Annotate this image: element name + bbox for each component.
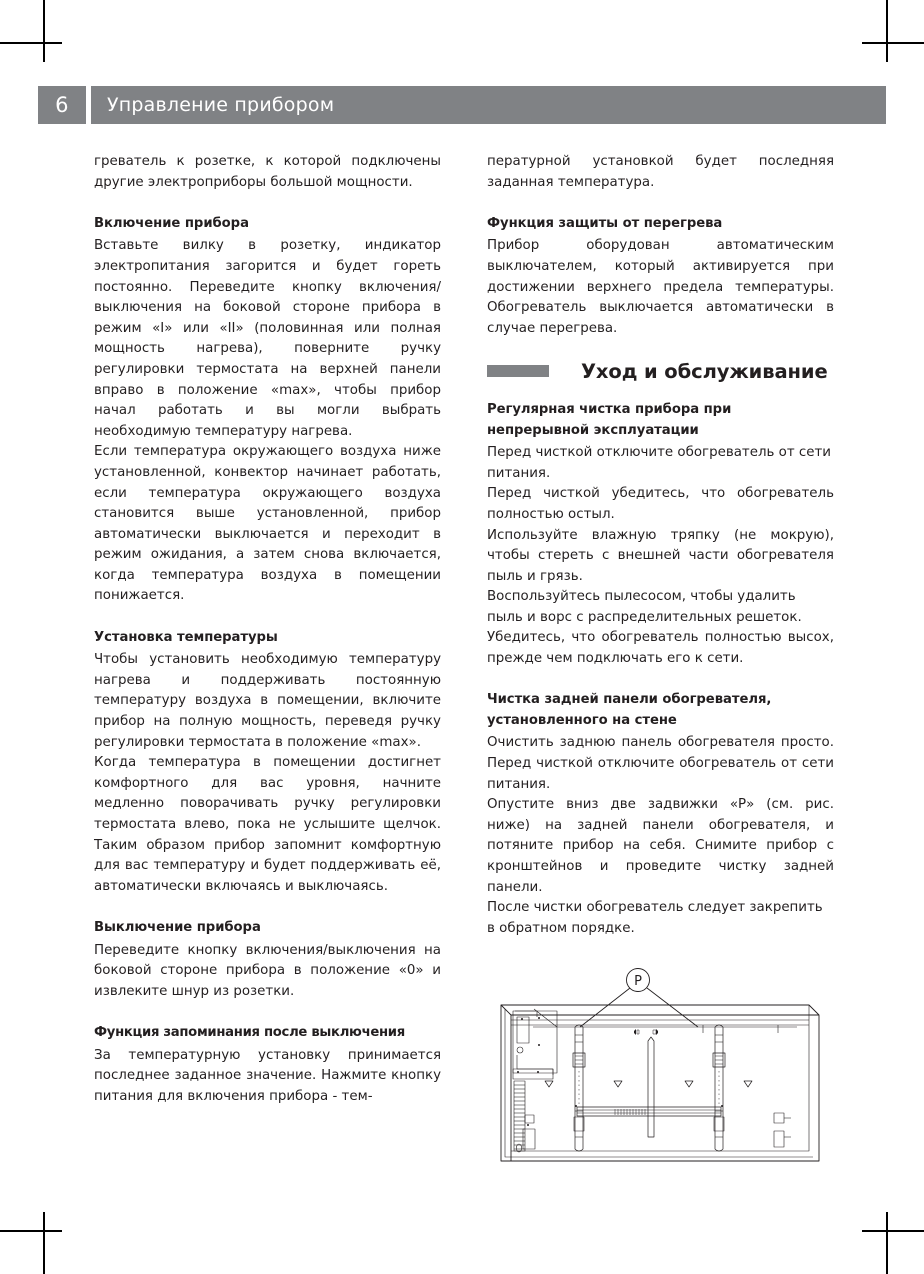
- callout-label-p: P: [634, 974, 642, 990]
- right-column: [487, 152, 834, 1170]
- upper-panel-symbols: [634, 1029, 658, 1035]
- heater-back-panel-drawing: [487, 965, 834, 1170]
- crossbar-dot-right: [721, 1105, 723, 1107]
- left-column: [94, 152, 441, 1170]
- panel-top-bevel: [501, 1005, 819, 1015]
- paragraph: Очистить заднюю панель обогревателя просто. Перед чисткой отключите обогреватель от сети питания.: [487, 735, 834, 792]
- leader-line-right: [647, 988, 698, 1027]
- right-clip-lower: [774, 1131, 784, 1147]
- paragraph: За температурную установку принимается последнее заданное значение. Нажмите кнопку питания для включения прибора - тем-: [94, 1047, 441, 1104]
- latch-rail-left: [575, 1025, 583, 1151]
- leader-line-left: [580, 988, 630, 1027]
- section-heading: Установка температуры: [94, 629, 278, 645]
- terminal-block-screw: [517, 1047, 523, 1053]
- terminal-dot-5: [537, 1071, 539, 1073]
- crop-mark-bottom-left-vertical: [43, 1212, 45, 1274]
- page-number: 6: [55, 93, 69, 117]
- section-marker-swatch: [487, 365, 549, 377]
- paragraph: Вставьте вилку в розетку, индикатор электропитания загорится и будет гореть постоянно. Переведите кнопку включения/выключения на боковой стороне прибора в режим «I» или «II» (половинная или полная мощность нагрева), поверните ручку регулировки термостата на верхней панели вправо в положение «max», чтобы прибор начал работать и вы могли выбрать необходимую температуру нагрева.: [94, 238, 441, 439]
- paragraph: Используйте влажную тряпку (не мокрую), чтобы стереть с внешней части обогревателя пыль и грязь.: [487, 527, 834, 584]
- crop-mark-top-left-horizontal: [0, 42, 62, 44]
- paragraph: Когда температура в помещении достигнет комфортного для вас уровня, начните медленно поворачивать ручку регулировки термостата влево, пока не услышите щелчок. Таким образом прибор запомнит комфортную для вас температуру и будет поддерживать её, автоматически включаясь и выключаясь.: [94, 755, 441, 894]
- section-heading: Регулярная чистка прибора при непрерывной эксплуатации: [487, 401, 732, 438]
- paragraph: Перед чисткой убедитесь, что обогреватель полностью остыл.: [487, 486, 834, 522]
- left-clip-dot: [527, 1124, 529, 1126]
- terminal-dot-1: [521, 1018, 523, 1020]
- terminal-dot-4: [517, 1071, 519, 1073]
- crop-mark-top-right-horizontal: [862, 42, 924, 44]
- page-header-band: [38, 86, 886, 124]
- terminal-block-inner: [517, 1017, 529, 1043]
- latch-rail-right: [715, 1025, 723, 1151]
- terminal-block-base: [513, 1069, 553, 1079]
- crop-mark-top-right-vertical: [886, 0, 888, 62]
- paragraph: пературной установкой будет последняя заданная температура.: [487, 154, 834, 190]
- terminal-dot-3: [538, 1044, 540, 1046]
- left-lower-clip: [525, 1115, 534, 1123]
- mounting-clips: [545, 1081, 752, 1087]
- left-vent-grille: [514, 1081, 525, 1151]
- terminal-dot-2: [538, 1017, 540, 1019]
- right-clip-upper: [774, 1113, 784, 1123]
- paragraph: Прибор оборудован автоматическим выключателем, который активируется при достижении верхнего предела температуры. Обогреватель выключается автоматически в случае перегрева.: [487, 238, 834, 336]
- crossbar-dot-left: [575, 1105, 577, 1107]
- section-heading: Функция защиты от перегрева: [487, 215, 723, 231]
- section-heading: Чистка задней панели обогревателя, установленного на стене: [487, 692, 772, 728]
- cross-bar: [577, 1107, 721, 1116]
- panel-left-shoulder: [515, 1011, 537, 1017]
- terminal-block-bracket: [517, 1055, 553, 1075]
- left-vent-slats: [514, 1085, 525, 1149]
- crop-mark-bottom-right-horizontal: [862, 1230, 924, 1232]
- paragraph: Если температура окружающего воздуха ниже установленной, конвектор начинает работать, если температура окружающего воздуха становится выше установленной, прибор автоматически выключается и переходит в режим ожидания, а затем снова включается, когда температура воздуха в помещении понижается.: [94, 444, 441, 604]
- panel-shoulder-diagonal: [534, 1009, 557, 1027]
- paragraph: После чистки обогреватель следует закрепить в обратном порядке.: [487, 900, 823, 936]
- panel-inner-outline: [505, 1009, 813, 1157]
- latch-foot-left: [574, 1117, 584, 1131]
- crop-mark-bottom-left-horizontal: [0, 1230, 62, 1232]
- crop-mark-top-left-vertical: [43, 0, 45, 62]
- page-title: Управление прибором: [107, 94, 335, 116]
- section-title-care: [487, 360, 834, 383]
- paragraph: Переведите кнопку включения/выключения на боковой стороне прибора в положение «0» и извлеките шнур из розетки.: [94, 942, 441, 999]
- center-spine: [648, 1037, 654, 1137]
- paragraph: Опустите вниз две задвижки «P» (см. рис. ниже) на задней панели обогревателя, и потяните прибор на себя. Снимите прибор с кронштейнов и проведите чистку задней панели.: [487, 797, 834, 895]
- section-heading: Выключение прибора: [94, 919, 261, 935]
- paragraph: Перед чисткой отключите обогреватель от сети питания.: [487, 445, 832, 481]
- paragraph: Чтобы установить необходимую температуру нагрева и поддерживать постоянную температуру воздуха в помещении, включите прибор на полную мощность, переведя ручку регулировки термостата в положение «max».: [94, 652, 441, 750]
- crop-mark-bottom-right-vertical: [886, 1212, 888, 1274]
- latch-foot-right: [714, 1117, 724, 1131]
- figure-heater-back-panel: [487, 965, 834, 1170]
- section-heading: Функция запоминания после выключения: [94, 1024, 405, 1040]
- panel-outer-body: [501, 1005, 819, 1161]
- section-title-text: Уход и обслуживание: [581, 359, 828, 383]
- paragraph: Воспользуйтесь пылесосом, чтобы удалить пыль и ворс с распределительных решеток.: [487, 589, 802, 625]
- section-heading: Включение прибора: [94, 215, 249, 231]
- paragraph: греватель к розетке, к которой подключены другие электроприборы большой мощности.: [94, 154, 441, 190]
- paragraph: Убедитесь, что обогреватель полностью высох, прежде чем подключать его к сети.: [487, 630, 834, 667]
- page-body: [94, 152, 834, 1170]
